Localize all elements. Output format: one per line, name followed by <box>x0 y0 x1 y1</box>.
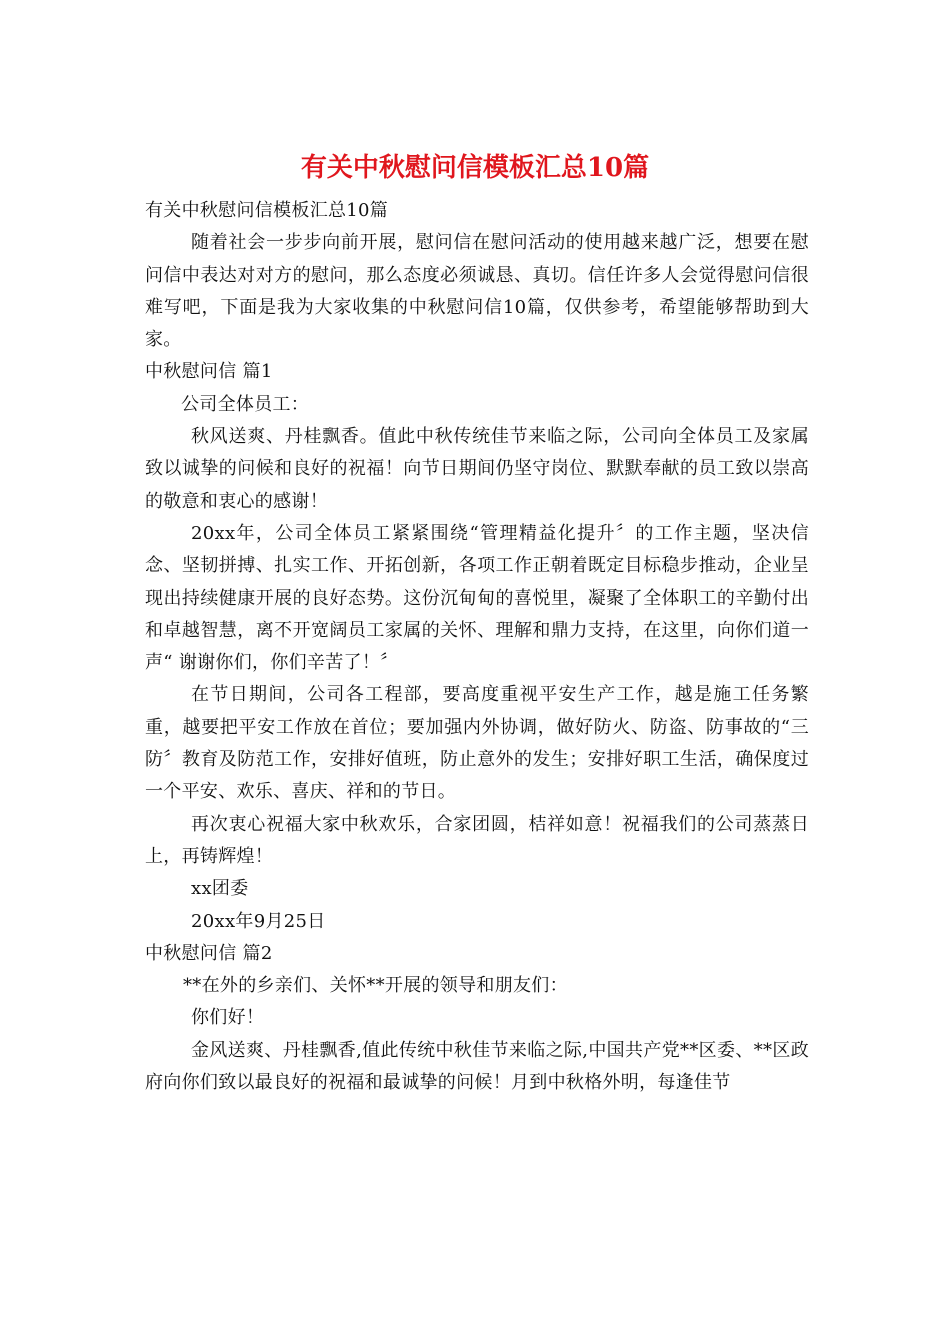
document-title: 有关中秋慰问信模板汇总10篇 <box>300 153 650 183</box>
letter1-paragraph-2: 20xx年，公司全体员工紧紧围绕“管理精益化提升〞的工作主题，坚决信念、坚韧拼搏、扎实工作、开拓创新，各项工作正朝着既定目标稳步推动，企业呈现出持续健康开展的良好态势。这份沉甸甸的喜悦里，凝聚了全体职工的辛勤付出和卓越智慧，离不开宽阔员工家属的关怀、理解和鼎力支持，在这里，向你们道一声“ 谢谢你们，你们辛苦了！〞 <box>145 522 809 674</box>
letter2-greeting: 你们好！ <box>191 1007 265 1029</box>
letter1-heading: 中秋慰问信 篇1 <box>145 361 273 383</box>
letter1-signature: xx团委 <box>191 878 249 900</box>
letter1-paragraph-3: 在节日期间，公司各工程部，要高度重视平安生产工作，越是施工任务繁重，越要把平安工作放在首位；要加强内外协调，做好防火、防盗、防事故的“三防〞教育及防范工作，安排好值班，防止意外的发生；安排好职工生活，确保度过一个平安、欢乐、喜庆、祥和的节日。 <box>145 684 809 803</box>
letter1-paragraph-1: 秋风送爽、丹桂飘香。值此中秋传统佳节来临之际，公司向全体员工及家属致以诚挚的问候和良好的祝福！向节日期间仍坚守岗位、默默奉献的员工致以崇高的敬意和衷心的感谢！ <box>145 426 809 512</box>
document-body <box>145 195 809 1099</box>
letter2-salutation: **在外的乡亲们、关怀**开展的领导和朋友们： <box>183 975 568 997</box>
letter2-heading: 中秋慰问信 篇2 <box>145 942 273 964</box>
intro-paragraph: 随着社会一步步向前开展，慰问信在慰问活动的使用越来越广泛，想要在慰问信中表达对对方的慰问，那么态度必须诚恳、真切。信任许多人会觉得慰问信很难写吧，下面是我为大家收集的中秋慰问信10篇，仅供参考，希望能够帮助到大家。 <box>145 232 809 351</box>
subtitle: 有关中秋慰问信模板汇总10篇 <box>145 200 389 221</box>
letter1-salutation: 公司全体员工： <box>181 393 310 415</box>
letter2-paragraph-1: 金风送爽、丹桂飘香,值此传统中秋佳节来临之际,中国共产党**区委、**区政府向你们致以最良好的祝福和最诚挚的问候！月到中秋格外明，每逢佳节 <box>145 1039 809 1094</box>
letter1-paragraph-4: 再次衷心祝福大家中秋欢乐，合家团圆，桔祥如意！祝福我们的公司蒸蒸日上，再铸辉煌！ <box>145 813 809 867</box>
letter1-date: 20xx年9月25日 <box>191 910 326 932</box>
